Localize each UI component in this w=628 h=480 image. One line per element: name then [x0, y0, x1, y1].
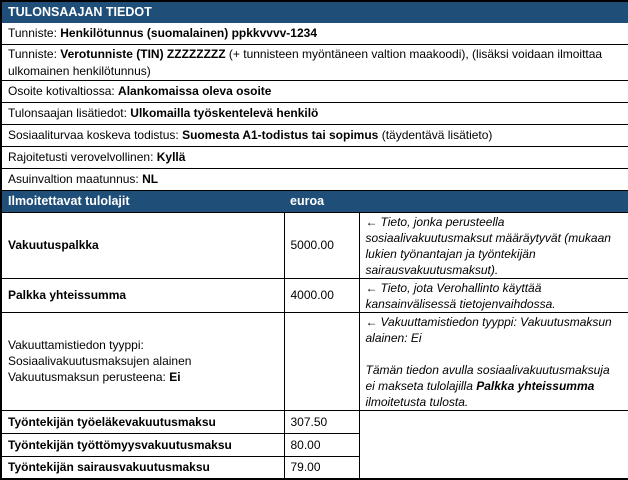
field-value: Henkilötunnus (suomalainen) ppkkvvvv-1234	[60, 26, 317, 40]
income-note-empty	[359, 410, 628, 479]
income-name: Työntekijän työttömyysvakuutusmaksu	[1, 433, 284, 456]
field-value: Ulkomailla työskentelevä henkilö	[130, 106, 319, 120]
left-arrow-icon: ←	[365, 280, 378, 295]
income-row-vakuutuspalkka	[1, 212, 628, 278]
vakuuttamistieto-line2: Sosiaalivakuutusmaksujen alainen	[8, 354, 192, 368]
income-amount: 307.50	[284, 410, 359, 433]
income-row-vakuuttamistieto	[1, 312, 628, 410]
income-amount: 5000.00	[284, 212, 359, 278]
field-label: Asuinvaltion maatunnus:	[8, 172, 143, 186]
income-note	[359, 212, 628, 278]
info-row-osoite	[1, 80, 628, 102]
note-text: Tieto, jonka perusteella sosiaalivakuutusmaksut määräytyvät (mukaan lukien työnantajan ja työntekijän sairausvakuutusmaksut).	[365, 214, 611, 277]
income-amount: 80.00	[284, 433, 359, 456]
field-value: NL	[142, 172, 159, 186]
info-row-lisatiedot	[1, 102, 628, 124]
field-label: Sosiaaliturvaa koskeva todistus:	[8, 128, 183, 142]
info-row-sosiaaliturva-todistus	[1, 124, 628, 146]
income-name: Työntekijän työeläkevakuutusmaksu	[1, 410, 284, 433]
income-name	[1, 312, 284, 410]
vakuuttamistieto-line1: Vakuuttamistiedon tyyppi:	[8, 338, 144, 352]
field-value: Kyllä	[156, 150, 186, 164]
income-header-tulolajit: Ilmoitettavat tulolajit	[8, 194, 130, 208]
note-text: Tieto, jota Verohallinto käyttää kansainvälisessä tietojenvaihdossa.	[365, 280, 556, 311]
left-arrow-icon: ←	[365, 314, 378, 329]
vakuuttamistieto-line3-value: Ei	[169, 370, 181, 384]
income-row-tyoelakevakuutusmaksu	[1, 410, 628, 433]
income-header-euroa: euroa	[290, 194, 325, 208]
field-suffix: (täydentävä lisätieto)	[378, 128, 493, 142]
section-title: TULONSAAJAN TIEDOT	[1, 1, 628, 22]
income-amount: 79.00	[284, 456, 359, 479]
info-row-asuinvaltio	[1, 168, 628, 190]
info-row-tunniste-verotunniste	[1, 44, 628, 80]
field-label: Tulonsaajan lisätiedot:	[8, 106, 131, 120]
income-header-cell	[1, 190, 628, 212]
info-row-rajoitetusti-verovelvollinen	[1, 146, 628, 168]
field-label: Rajoitetusti verovelvollinen:	[8, 150, 157, 164]
field-suffix: (+ tunnisteen myöntäneen valtion maakoodi), (lisäksi voidaan ilmoittaa ulkomainen henkilötunnus)	[8, 46, 603, 78]
info-row-tunniste-henkilotunnus	[1, 22, 628, 44]
field-label: Osoite kotivaltiossa:	[8, 84, 119, 98]
field-value: Alankomaissa oleva osoite	[118, 84, 272, 98]
income-amount: 4000.00	[284, 278, 359, 312]
section-title-row	[1, 1, 628, 22]
income-name: Työntekijän sairausvakuutusmaksu	[1, 456, 284, 479]
field-label: Tunniste:	[8, 46, 61, 61]
income-row-palkka-yhteissumma	[1, 278, 628, 312]
income-name: Vakuutuspalkka	[1, 212, 284, 278]
field-value: Verotunniste (TIN) ZZZZZZZZ	[60, 46, 226, 61]
note-blank-line	[366, 346, 623, 362]
field-value: Suomesta A1-todistus tai sopimus	[182, 128, 379, 142]
income-header-row	[1, 190, 628, 212]
note-paragraph-1	[366, 314, 623, 346]
note-text: Vakuuttamistiedon tyyppi: Vakuutusmaksun alainen: Ei	[365, 314, 612, 345]
income-name: Palkka yhteissumma	[1, 278, 284, 312]
note-paragraph-2: Tämän tiedon avulla sosiaalivakuutusmaksuja ei makseta tulolajilla Palkka yhteissumma ilmoitetusta tulosta.	[365, 362, 610, 409]
note-bold-term: Palkka yhteissumma	[476, 378, 595, 393]
income-note	[359, 312, 628, 410]
left-arrow-icon: ←	[365, 214, 378, 229]
income-amount	[284, 312, 359, 410]
field-label: Tunniste:	[8, 26, 61, 40]
income-note	[359, 278, 628, 312]
vakuuttamistieto-line3: Vakuutusmaksun perusteena: Ei	[8, 370, 181, 384]
